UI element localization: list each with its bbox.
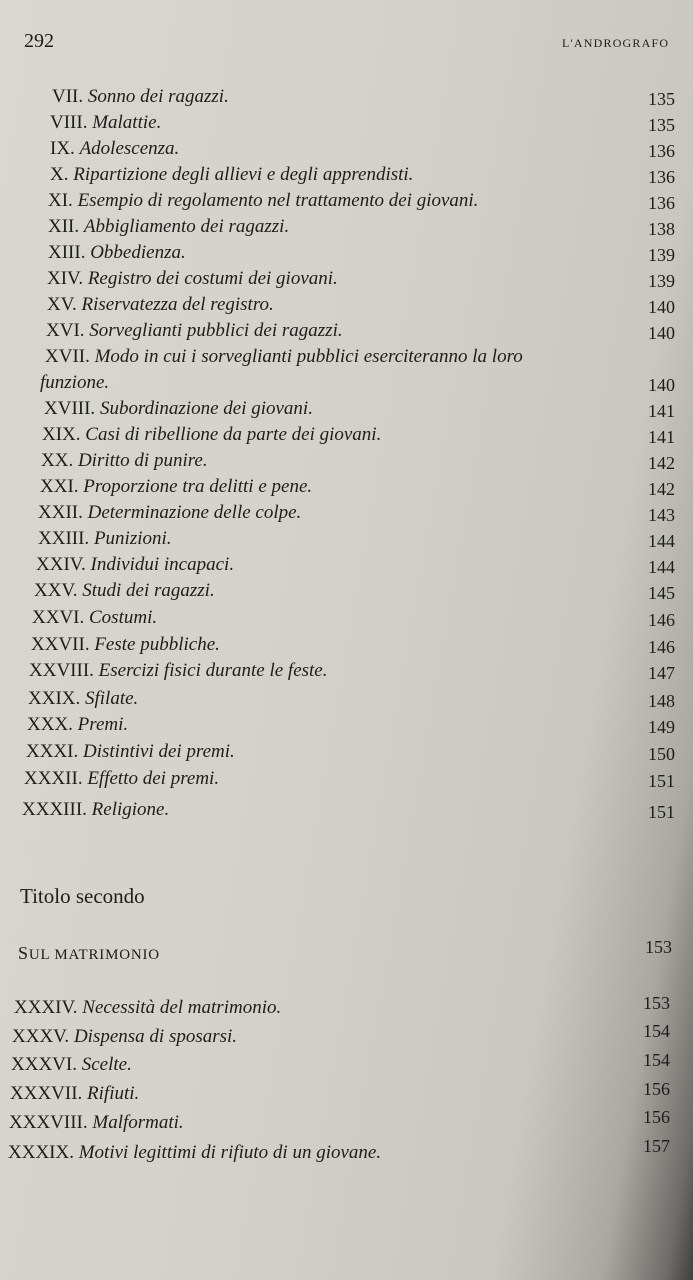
entry-title: Riservatezza del registro.	[81, 294, 274, 315]
entry-numeral: XXIX.	[28, 688, 81, 709]
toc-entry	[34, 578, 215, 604]
toc-entry	[50, 136, 179, 162]
entry-title: Malformati.	[92, 1112, 184, 1133]
entry-page: 148	[648, 691, 675, 711]
entry-page: 140	[648, 297, 675, 317]
toc-entry	[28, 686, 138, 712]
entry-page: 138	[648, 219, 675, 239]
entry-title: Diritto di punire.	[77, 450, 208, 471]
entry-title: Adolescenza.	[79, 138, 180, 159]
entry-numeral: XXVI.	[32, 607, 85, 628]
toc-entry	[45, 344, 523, 370]
entry-numeral: XIV.	[47, 268, 84, 289]
entry-page: 146	[648, 610, 675, 630]
entry-page: 135	[648, 89, 675, 109]
entry-page: 139	[648, 245, 675, 265]
toc-entry	[48, 188, 478, 214]
entry-page: 146	[648, 637, 675, 657]
entry-numeral: XIX.	[42, 424, 81, 445]
entry-page: 144	[648, 557, 675, 577]
entry-page: 139	[648, 271, 675, 291]
toc-entry	[48, 214, 289, 240]
entry-numeral: XIII.	[48, 242, 86, 263]
page-number: 292	[24, 30, 54, 52]
entry-page: 154	[643, 1050, 670, 1070]
toc-entry	[38, 526, 172, 552]
toc-entry	[36, 552, 234, 578]
running-head: L'ANDROGRAFO	[562, 36, 670, 50]
entry-title: Effetto dei premi.	[87, 768, 220, 789]
entry-numeral: XXXIX.	[8, 1142, 74, 1163]
entry-title: Distintivi dei premi.	[83, 741, 235, 762]
entry-page: 151	[648, 771, 675, 791]
entry-title: Religione.	[91, 799, 170, 820]
entry-numeral: XXXV.	[12, 1026, 70, 1047]
entry-page: 136	[648, 193, 675, 213]
entry-numeral: XVIII.	[44, 398, 96, 419]
toc-entry	[47, 266, 338, 292]
entry-title: Determinazione delle colpe.	[87, 502, 302, 523]
section-heading-rest: UL MATRIMONIO	[28, 947, 160, 963]
toc-entry	[50, 162, 413, 188]
toc-entry	[52, 84, 229, 110]
entry-page: 149	[648, 717, 675, 737]
toc-entry	[10, 1081, 139, 1107]
entry-title: Individui incapaci.	[90, 554, 235, 575]
entry-title: Sorveglianti pubblici dei ragazzi.	[89, 320, 343, 341]
entry-page: 156	[643, 1107, 670, 1127]
toc-entry	[46, 318, 343, 344]
entry-numeral: XXXI.	[26, 741, 79, 762]
entry-numeral: XII.	[48, 216, 80, 237]
entry-numeral: XX.	[41, 450, 74, 471]
toc-entry	[24, 766, 219, 792]
entry-numeral: XXXII.	[24, 768, 83, 789]
toc-entry	[29, 658, 328, 684]
entry-numeral: XXVIII.	[29, 660, 94, 681]
entry-page: 141	[648, 427, 675, 447]
section-label: Titolo secondo	[20, 884, 145, 908]
entry-numeral: XV.	[47, 294, 77, 315]
toc-entry	[47, 292, 274, 318]
entry-page: 154	[643, 1021, 670, 1041]
entry-title: Esempio di regolamento nel trattamento dei giovani.	[77, 190, 479, 211]
entry-page: 140	[648, 323, 675, 343]
section-page: 153	[645, 937, 672, 957]
toc-entry	[48, 240, 186, 266]
entry-numeral: IX.	[50, 138, 75, 159]
entry-title: Dispensa di sposarsi.	[73, 1026, 238, 1047]
toc-entry	[11, 1052, 132, 1078]
entry-title: Esercizi fisici durante le feste.	[98, 660, 328, 681]
entry-numeral: XXXVIII.	[9, 1112, 88, 1133]
entry-numeral: XXI.	[40, 476, 79, 497]
toc-entry	[26, 739, 235, 765]
entry-page: 145	[648, 583, 675, 603]
entry-page: 151	[648, 802, 675, 822]
entry-title: Necessità del matrimonio.	[82, 997, 282, 1018]
toc-entry	[44, 396, 313, 422]
entry-title: Subordinazione dei giovani.	[99, 398, 313, 419]
entry-numeral: XXXVI.	[11, 1054, 77, 1075]
entry-title: Ripartizione degli allievi e degli apprendisti.	[73, 164, 414, 185]
entry-page: 147	[648, 663, 675, 683]
entry-title: Scelte.	[81, 1054, 132, 1075]
entry-title: Registro dei costumi dei giovani.	[87, 268, 338, 289]
entry-page: 144	[648, 531, 675, 551]
entry-page: 136	[648, 141, 675, 161]
entry-page: 136	[648, 167, 675, 187]
toc-entry	[42, 422, 381, 448]
entry-page: 153	[643, 993, 670, 1013]
toc-entry	[32, 605, 157, 631]
toc-entry	[9, 1110, 184, 1136]
entry-title: Rifiuti.	[87, 1083, 140, 1104]
toc-entry	[12, 1024, 237, 1050]
entry-title: Casi di ribellione da parte dei giovani.	[85, 424, 382, 445]
entry-numeral: XXVII.	[31, 634, 90, 655]
entry-page: 157	[643, 1136, 670, 1156]
entry-page: 156	[643, 1079, 670, 1099]
entry-numeral: XXIII.	[38, 528, 90, 549]
entry-numeral: XXXVII.	[10, 1083, 83, 1104]
toc-entry	[41, 448, 208, 474]
entry-title: Proporzione tra delitti e pene.	[83, 476, 313, 497]
entry-title: Motivi legittimi di rifiuto di un giovane.	[78, 1142, 382, 1163]
entry-numeral: XXXIV.	[14, 997, 78, 1018]
entry-numeral: XVI.	[46, 320, 85, 341]
entry-title: Obbedienza.	[90, 242, 186, 263]
entry-title: Sonno dei ragazzi.	[87, 86, 229, 107]
entry-numeral: XVII.	[45, 346, 90, 367]
toc-entry	[27, 712, 128, 738]
toc-entry	[14, 995, 281, 1021]
entry-page: 141	[648, 401, 675, 421]
entry-title: Sfilate.	[85, 688, 139, 709]
toc-entry	[40, 474, 312, 500]
toc-entry-continuation	[40, 370, 109, 396]
toc-entry	[50, 110, 161, 136]
toc-entry	[38, 500, 301, 526]
entry-numeral: XXII.	[38, 502, 83, 523]
entry-page: 135	[648, 115, 675, 135]
entry-title: Premi.	[77, 714, 129, 735]
entry-page: 150	[648, 744, 675, 764]
entry-title: Modo in cui i sorveglianti pubblici eserciteranno la loro	[94, 346, 523, 367]
entry-title: Feste pubbliche.	[94, 634, 220, 655]
entry-numeral: XI.	[48, 190, 73, 211]
entry-numeral: XXV.	[34, 580, 78, 601]
entry-numeral: XXXIII.	[22, 799, 87, 820]
entry-title: Abbigliamento dei ragazzi.	[83, 216, 290, 237]
section-heading	[18, 940, 160, 968]
toc-entry	[31, 632, 220, 658]
toc-entry	[8, 1140, 381, 1166]
entry-numeral: VII.	[52, 86, 84, 107]
entry-numeral: VIII.	[50, 112, 88, 133]
entry-numeral: XXIV.	[36, 554, 86, 575]
entry-page: 142	[648, 453, 675, 473]
entry-title: Costumi.	[89, 607, 158, 628]
toc-entry	[22, 797, 169, 823]
entry-numeral: XXX.	[27, 714, 73, 735]
entry-title: funzione.	[40, 372, 110, 393]
entry-page: 143	[648, 505, 675, 525]
entry-page: 142	[648, 479, 675, 499]
entry-title: Studi dei ragazzi.	[82, 580, 215, 601]
section-heading-initial: S	[18, 943, 29, 963]
entry-numeral: X.	[50, 164, 69, 185]
entry-page: 140	[648, 375, 675, 395]
entry-title: Malattie.	[92, 112, 162, 133]
entry-title: Punizioni.	[93, 528, 172, 549]
